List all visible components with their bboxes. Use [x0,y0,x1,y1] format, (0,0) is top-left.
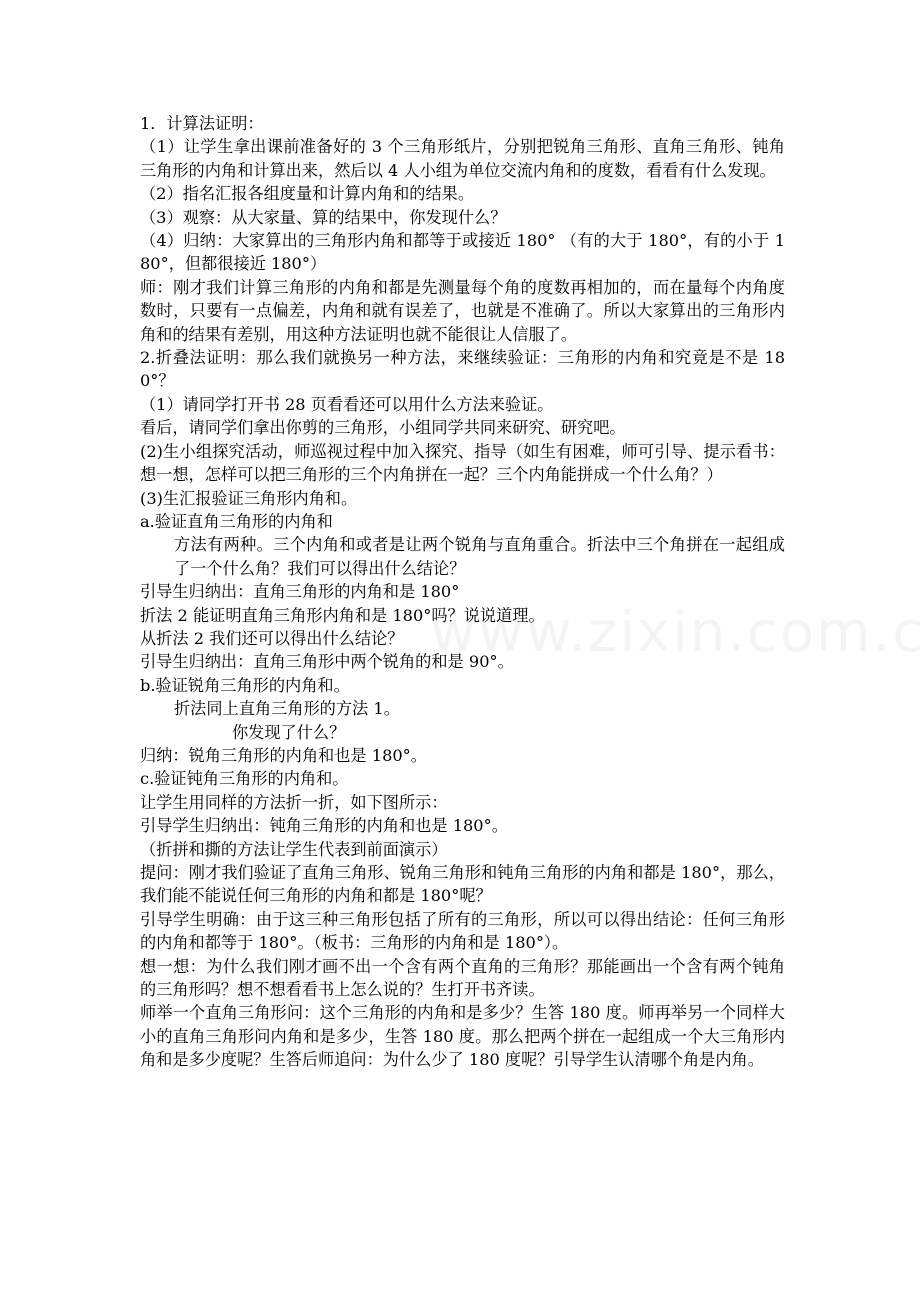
paragraph: 1．计算法证明： [140,114,264,133]
paragraph: 师：刚才我们计算三角形的内角和都是先测量每个角的度数再相加的，而在量每个内角度数时，只要有一点偏差，内角和就有误差了，也就是不准确了。所以大家算出的三角形内角和的结果有差别，用这种方法证明也就不能很让人信服了。 [140,277,785,344]
paragraph: 从折法 2 我们还可以得出什么结论？ [140,628,404,648]
paragraph: 引导生归纳出：直角三角形的内角和是 180° [140,582,460,602]
paragraph: （4）归纳：大家算出的三角形内角和都等于或接近 180° （有的大于 180°，有的小于 180°，但都很接近 180°） [140,231,785,274]
paragraph: c.验证钝角三角形的内角和。 [140,769,349,789]
paragraph: 引导学生明确：由于这三种三角形包括了所有的三角形，所以可以得出结论：任何三角形的内角和都等于 180°。（板书：三角形的内角和是 180°）。 [140,909,785,953]
paragraph: 想一想：为什么我们刚才画不出一个含有两个直角的三角形？那能画出一个含有两个钝角的三角形吗？想不想看看书上怎么说的？生打开书齐读。 [140,956,785,1000]
paragraph: 折法 2 能证明直角三角形内角和是 180°吗？说说道理。 [140,605,545,625]
paragraph: 让学生用同样的方法折一折，如下图所示： [140,792,448,812]
paragraph: （1）请同学打开书 28 页看看还可以用什么方法来验证。 [140,394,554,414]
paragraph: 提问：刚才我们验证了直角三角形、锐角三角形和钝角三角形的内角和都是 180°，那么，我们能不能说任何三角形的内角和都是 180°呢？ [140,863,785,906]
paragraph: （2）指名汇报各组度量和计算内角和的结果。 [140,184,475,204]
paragraph: 归纳：锐角三角形的内角和也是 180°。 [140,745,427,765]
paragraph: 折法同上直角三角形的方法 1。 [174,699,400,719]
paragraph: 引导生归纳出：直角三角形中两个锐角的和是 90°。 [140,652,514,672]
paragraph: 你发现了什么？ [232,722,346,742]
paragraph: 师举一个直角三角形问：这个三角形的内角和是多少？生答 180 度。师再举另一个同样大小的直角三角形问内角和是多少，生答 180 度。那么把两个拼在一起组成一个大三角形内角和是多少度呢？生答后师追问：为什么少了 180 度呢？引导学生认清哪个角是内角。 [140,1003,785,1070]
document-body [140,112,785,1072]
paragraph: 引导学生归纳出：钝角三角形的内角和也是 180°。 [140,816,508,836]
paragraph: b.验证锐角三角形的内角和。 [140,675,350,695]
paragraph: 看后，请同学们拿出你剪的三角形，小组同学共同来研究、研究吧。 [140,418,626,438]
paragraph: （折拼和撕的方法让学生代表到前面演示） [140,839,448,859]
paragraph: (2)生小组探究活动，师巡视过程中加入探究、指导（如生有困难，师可引导、提示看书：想一想，怎样可以把三角形的三个内角拼在一起？三个内角能拼成一个什么角？） [140,441,785,485]
paragraph: 2.折叠法证明：那么我们就换另一种方法，来继续验证：三角形的内角和究竟是不是 180°？ [140,348,785,391]
paragraph: (3)生汇报验证三角形内角和。 [140,488,358,508]
paragraph: a.验证直角三角形的内角和 [140,511,333,531]
paragraph: （3）观察：从大家量、算的结果中，你发现什么？ [140,207,507,227]
paragraph: 方法有两种。三个内角和或者是让两个锐角与直角重合。折法中三个角拼在一起组成了一个什么角？我们可以得出什么结论？ [174,535,785,578]
paragraph: （1）让学生拿出课前准备好的 3 个三角形纸片，分别把锐角三角形、直角三角形、钝角三角形的内角和计算出来，然后以 4 人小组为单位交流内角和的度数，看看有什么发现。 [140,137,785,180]
